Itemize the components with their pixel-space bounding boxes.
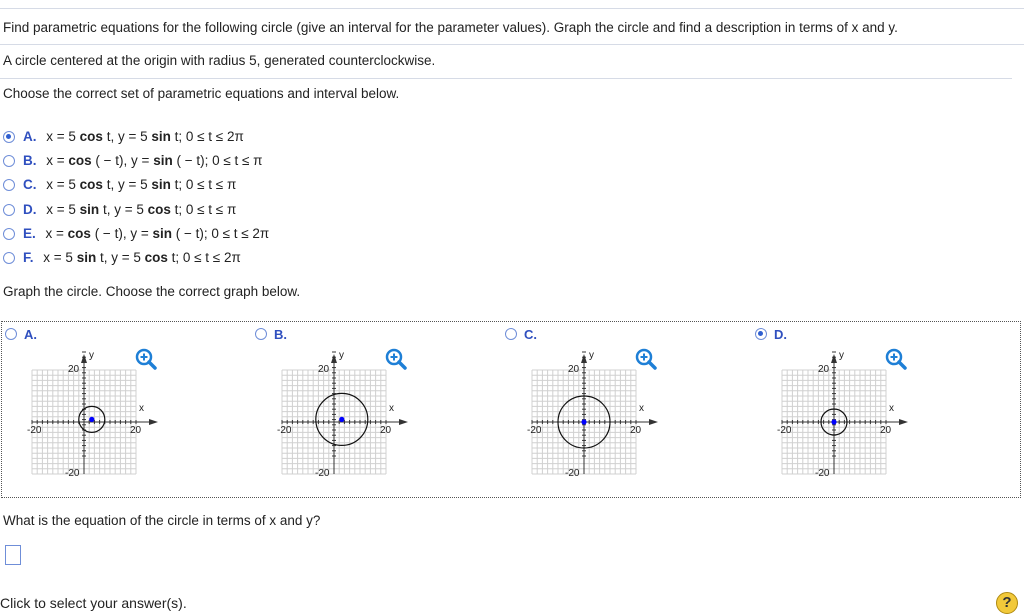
y-label: y — [339, 350, 344, 361]
graph-option-a[interactable] — [2, 322, 252, 497]
center-point — [831, 419, 836, 424]
x-label: x — [889, 403, 894, 414]
option-b[interactable] — [3, 153, 262, 168]
y-tick-max: 20 — [68, 364, 80, 375]
y-axis-arrow — [581, 354, 587, 363]
graph-option-c[interactable] — [502, 322, 752, 497]
radio-button[interactable] — [3, 155, 15, 167]
question-prompt: Find parametric equations for the following circle (give an interval for the parameter values). Graph the circle and find a description in terms of x and y. — [3, 20, 898, 35]
x-tick-min: -20 — [527, 425, 542, 436]
option-equation: x = 5 cos t, y = 5 sin t; 0 ≤ t ≤ 2π — [46, 129, 244, 144]
y-tick-max: 20 — [318, 364, 330, 375]
part3-instruction: What is the equation of the circle in terms of x and y? — [3, 513, 321, 528]
graph-letter: C. — [524, 327, 537, 342]
y-tick-min: -20 — [65, 468, 80, 479]
x-axis-arrow — [399, 419, 408, 425]
graph-letter: B. — [274, 327, 287, 342]
graph-plot — [2, 322, 172, 497]
radio-button[interactable] — [3, 252, 15, 264]
option-c[interactable] — [3, 177, 236, 192]
center-point — [581, 419, 586, 424]
graph-plot — [752, 322, 922, 497]
graph-option-b[interactable] — [252, 322, 502, 497]
x-tick-max: 20 — [630, 425, 642, 436]
footer-hint: Click to select your answer(s). — [0, 595, 187, 611]
x-label: x — [139, 403, 144, 414]
graph-choices — [1, 321, 1021, 498]
x-tick-min: -20 — [27, 425, 42, 436]
center-point — [339, 417, 344, 422]
y-tick-min: -20 — [565, 468, 580, 479]
option-equation: x = cos ( − t), y = sin ( − t); 0 ≤ t ≤ π — [46, 153, 263, 169]
option-equation: x = 5 cos t, y = 5 sin t; 0 ≤ t ≤ π — [46, 177, 237, 193]
x-label: x — [389, 403, 394, 414]
option-letter: A. — [23, 129, 37, 144]
x-tick-min: -20 — [277, 425, 292, 436]
x-tick-max: 20 — [130, 425, 142, 436]
option-equation: x = 5 sin t, y = 5 cos t; 0 ≤ t ≤ π — [46, 201, 237, 217]
option-equation: x = 5 sin t, y = 5 cos t; 0 ≤ t ≤ 2π — [43, 250, 241, 265]
radio-button[interactable] — [3, 228, 15, 240]
radio-button[interactable] — [3, 131, 15, 143]
radio-button[interactable] — [3, 204, 15, 216]
y-label: y — [89, 350, 94, 361]
x-tick-min: -20 — [777, 425, 792, 436]
circle-description: A circle centered at the origin with radius 5, generated counterclockwise. — [3, 53, 436, 68]
y-tick-max: 20 — [818, 364, 830, 375]
y-axis-arrow — [81, 354, 87, 363]
center-point — [89, 417, 94, 422]
graph-option-d[interactable] — [752, 322, 1002, 497]
equation-answer-input[interactable] — [5, 545, 21, 565]
x-axis-arrow — [149, 419, 158, 425]
y-label: y — [839, 350, 844, 361]
graph-plot — [502, 322, 672, 497]
y-tick-min: -20 — [815, 468, 830, 479]
option-a[interactable] — [3, 129, 244, 144]
y-tick-min: -20 — [315, 468, 330, 479]
radio-button[interactable] — [3, 179, 15, 191]
option-d[interactable] — [3, 202, 236, 217]
graph-letter: A. — [24, 327, 37, 342]
option-letter: B. — [23, 153, 37, 169]
part1-instruction: Choose the correct set of parametric equations and interval below. — [3, 86, 400, 101]
x-tick-max: 20 — [880, 425, 892, 436]
option-equation: x = cos ( − t), y = sin ( − t); 0 ≤ t ≤ 2π — [45, 225, 270, 241]
graph-plot — [252, 322, 422, 497]
x-label: x — [639, 403, 644, 414]
option-e[interactable] — [3, 226, 269, 241]
option-letter: F. — [23, 250, 34, 265]
y-axis-arrow — [831, 354, 837, 363]
x-tick-max: 20 — [380, 425, 392, 436]
x-axis-arrow — [649, 419, 658, 425]
option-letter: E. — [23, 225, 36, 241]
option-letter: C. — [23, 177, 37, 193]
option-f[interactable] — [3, 250, 241, 265]
help-button[interactable]: ? — [996, 592, 1018, 614]
x-axis-arrow — [899, 419, 908, 425]
y-label: y — [589, 350, 594, 361]
y-axis-arrow — [331, 354, 337, 363]
graph-letter: D. — [774, 327, 787, 342]
y-tick-max: 20 — [568, 364, 580, 375]
part2-instruction: Graph the circle. Choose the correct graph below. — [3, 284, 301, 299]
option-letter: D. — [23, 201, 37, 217]
